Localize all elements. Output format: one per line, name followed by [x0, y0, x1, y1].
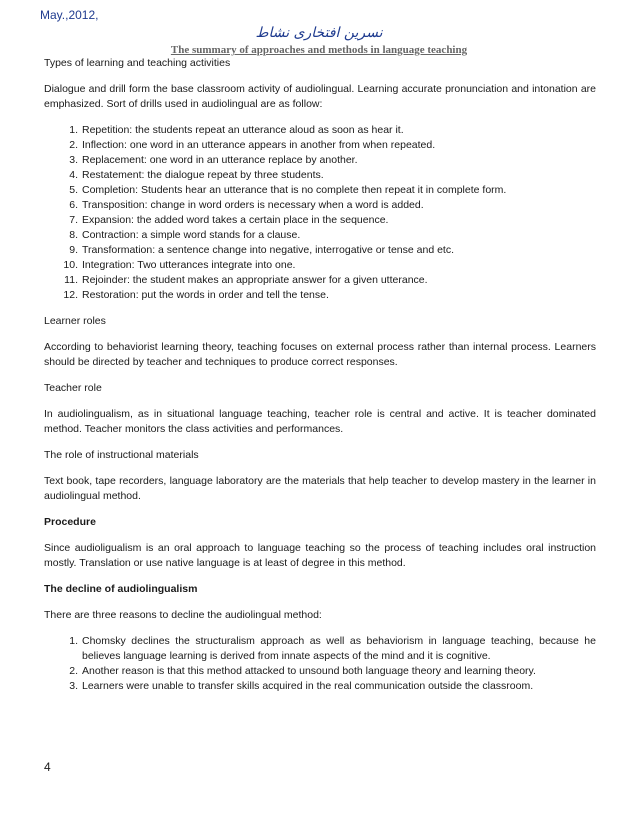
paragraph-activities: Dialogue and drill form the base classroom activity of audiolingual. Learning accurate pronunciation and intonation are emphasized. Sort of drills used in audiolingual are as follow: [44, 83, 596, 110]
list-item: 2. Inflection: one word in an utterance appears in another from when repeated. [69, 139, 436, 151]
paragraph-decline: There are three reasons to decline the audiolingual method: [44, 609, 322, 621]
page-number: 4 [44, 760, 51, 774]
paragraph-procedure: Since audioligualism is an oral approach to language teaching so the process of teaching includes oral instruction mostly. Translation or use native language is at least of degree in this method. [44, 542, 596, 569]
list-item: 12. Restoration: put the words in order and tell the tense. [63, 289, 329, 301]
list-item: 9. Transformation: a sentence change into negative, interrogative or tense and etc. [69, 244, 455, 256]
header-date: May.,2012, [40, 8, 99, 22]
section-heading-materials: The role of instructional materials [44, 449, 199, 461]
paragraph-teacher-role: In audiolingualism, as in situational language teaching, teacher role is central and active. It is teacher dominated method. Teacher monitors the class activities and performances. [44, 408, 596, 435]
section-heading-teacher-role: Teacher role [44, 382, 102, 394]
list-item: 3. Learners were unable to transfer skills acquired in the real communication outside the classroom. [69, 680, 534, 692]
list-item: 4. Restatement: the dialogue repeat by three students. [69, 169, 324, 181]
list-item: 7. Expansion: the added word takes a certain place in the sequence. [69, 214, 389, 226]
drills-list [44, 123, 596, 303]
list-item: 8. Contraction: a simple word stands for a clause. [69, 229, 301, 241]
reasons-list [44, 634, 596, 694]
header-author: نسرین افتخاری نشاط [255, 25, 383, 41]
section-heading-decline: The decline of audiolingualism [44, 583, 198, 595]
list-item: 3. Replacement: one word in an utterance replace by another. [69, 154, 358, 166]
section-heading-activities: Types of learning and teaching activities [44, 57, 231, 69]
header-title: The summary of approaches and methods in language teaching [170, 44, 468, 56]
paragraph-materials: Text book, tape recorders, language laboratory are the materials that help teacher to develop mastery in the learner in audiolingual method. [44, 475, 596, 502]
document-body [44, 56, 596, 705]
list-item: 11. Rejoinder: the student makes an appropriate answer for a given utterance. [64, 274, 428, 286]
list-item: 2. Another reason is that this method attacked to unsound both language theory and learning theory. [69, 665, 536, 677]
section-heading-learner-roles: Learner roles [44, 315, 106, 327]
list-item: 10. Integration: Two utterances integrate into one. [63, 259, 296, 271]
paragraph-learner-roles: According to behaviorist learning theory, teaching focuses on external process rather than internal process. Learners should be directed by teacher and techniques to produce correct responses. [44, 341, 596, 368]
list-item: 6. Transposition: change in word orders is necessary when a word is added. [69, 199, 424, 211]
section-heading-procedure: Procedure [44, 516, 96, 528]
list-item: 1. Chomsky declines the structuralism approach as well as behaviorism in language teaching, because he believes language learning is derived from innate aspects of the mind and it is cognitive. [69, 635, 596, 662]
list-item: 5. Completion: Students hear an utterance that is no complete then repeat it in complete form. [69, 184, 507, 196]
list-item: 1. Repetition: the students repeat an utterance aloud as soon as hear it. [69, 124, 404, 136]
